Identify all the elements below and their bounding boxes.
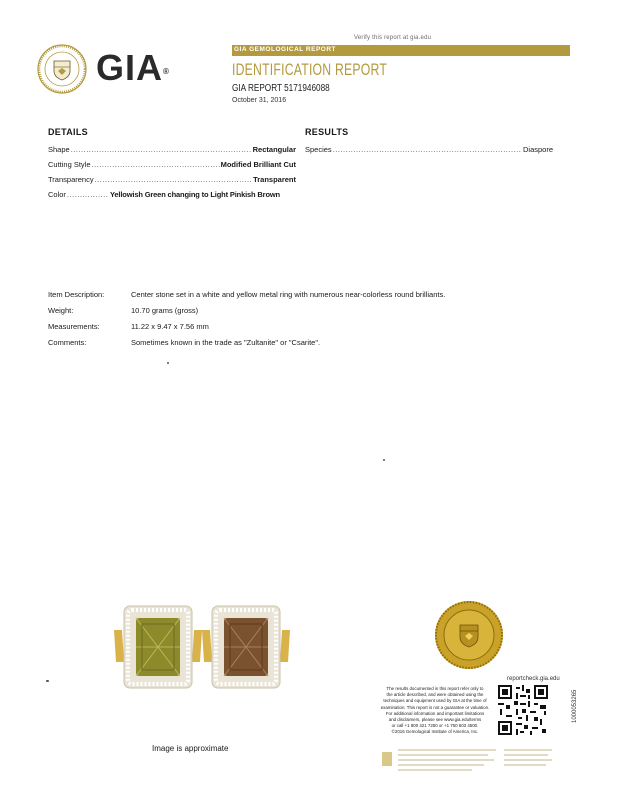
report-title: IDENTIFICATION REPORT [232,60,388,79]
result-row-species [305,145,553,154]
security-strip [376,744,556,778]
disclaimer-line: ©2016 Gemological Institute of America, Inc. [391,729,479,735]
comments-value: Sometimes known in the trade as "Zultanite" or "Csarite". [131,338,321,347]
leader-dots [71,145,252,154]
gia-wordmark-text: GIA [96,47,164,88]
disclaimer-line: examination. This report is not a guarantee or valuation. [380,704,490,710]
image-caption: Image is approximate [152,744,229,753]
reportcheck-link[interactable]: reportcheck.gia.edu [507,676,560,682]
report-type-label: GIA GEMOLOGICAL REPORT [234,46,337,53]
scan-speck [167,362,169,364]
leader-dots [92,160,220,169]
detail-label: Transparency [48,175,94,184]
qr-code[interactable] [498,685,548,735]
disclaimer-line: For additional information and important limitations [385,710,485,716]
registered-mark: ® [163,67,170,76]
detail-label: Color [48,190,66,199]
item-description-value: Center stone set in a white and yellow metal ring with numerous near-colorless round brilliants. [131,290,446,299]
disclaimer-line: techniques and equipment used by GIA at the time of [383,698,487,704]
disclaimer-line: The results documented in this report refer only to [386,686,484,691]
detail-value: Transparent [253,175,296,184]
gold-hologram-seal [434,600,504,670]
report-number: GIA REPORT 5171946088 [232,83,330,94]
leader-dots [333,145,522,154]
gia-seal-logo [37,44,87,94]
item-description-label: Item Description: [48,290,105,299]
results-heading: RESULTS [305,127,349,137]
scan-speck [46,680,49,682]
disclaimer-line: or call +1 800 421 7250 or +1 760 603 4500. [391,723,479,729]
result-value: Diaspore [522,145,553,154]
detail-row-cutting-style [48,160,296,169]
measurements-value: 11.22 x 9.47 x 7.56 mm [131,322,209,331]
details-heading: DETAILS [48,127,88,137]
detail-value: Yellowish Green changing to Light Pinkish Brown [109,190,280,199]
ring-image-daylight [112,600,204,700]
detail-label: Cutting Style [48,160,91,169]
measurements-label: Measurements: [48,322,100,331]
detail-row-shape [48,145,296,154]
scan-speck [383,459,385,461]
weight-value: 10.70 grams (gross) [131,306,199,315]
detail-value: Modified Brilliant Cut [220,160,296,169]
ring-image-incandescent [200,600,292,700]
report-date: October 31, 2016 [232,97,287,104]
disclaimer-text [380,686,490,736]
weight-label: Weight: [48,306,74,315]
verify-link[interactable]: Verify this report at gia.edu [354,35,432,41]
detail-row-color [48,190,296,199]
document-serial: 1000053265 [572,689,578,723]
detail-label: Shape [48,145,70,154]
detail-value: Rectangular [252,145,296,154]
detail-row-transparency [48,175,296,184]
disclaimer-line: the article described, and were obtained using the [386,692,484,698]
comments-label: Comments: [48,338,87,347]
result-label: Species [305,145,332,154]
leader-dots [67,190,109,199]
leader-dots [95,175,252,184]
gia-wordmark [96,48,170,88]
disclaimer-line: and disclaimers, please see www.gia.edu/terms [388,717,482,723]
